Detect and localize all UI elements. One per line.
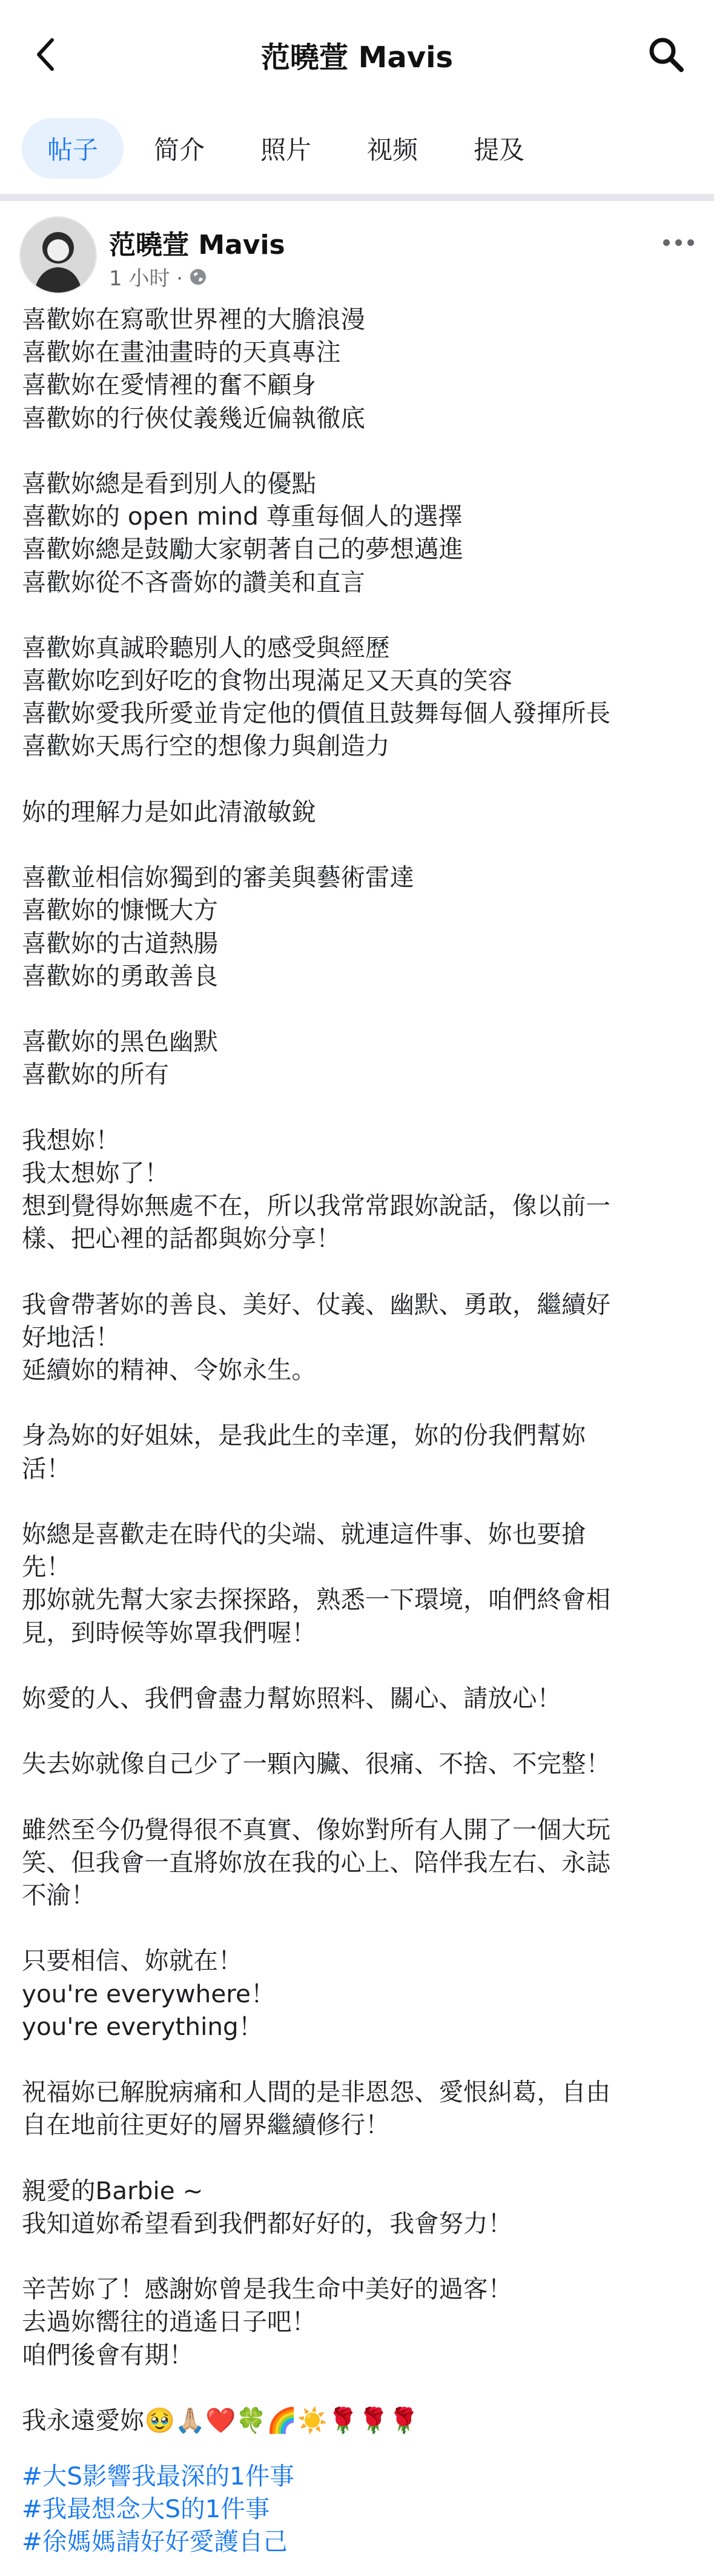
more-dot-icon bbox=[675, 239, 682, 246]
post-line: 喜歡妳在寫歌世界裡的大膽浪漫 bbox=[22, 305, 365, 334]
post-line: 樣、把心裡的話都與妳分享！ bbox=[22, 1224, 341, 1253]
post-line: 喜歡妳愛我所愛並肯定他的價值且鼓舞每個人發揮所長 bbox=[22, 699, 610, 728]
post-paragraph bbox=[22, 861, 694, 992]
post-paragraph bbox=[22, 2272, 694, 2371]
post-line: 我會帶著妳的善良、美好、仗義、幽默、勇敢，繼續好 bbox=[22, 1289, 610, 1319]
post-line: 咱們後會有期！ bbox=[22, 2340, 194, 2369]
post-line: 我知道妳希望看到我們都好好的，我會努力！ bbox=[22, 2208, 512, 2238]
post-time[interactable]: 1 小时 · bbox=[109, 267, 183, 291]
tab-posts[interactable]: 帖子 bbox=[22, 118, 124, 179]
post-paragraph bbox=[22, 1288, 694, 1387]
search-icon bbox=[647, 36, 685, 73]
page-title: 范曉萱 Mavis bbox=[260, 40, 454, 75]
post-paragraph bbox=[22, 631, 694, 763]
post-line: 自在地前往更好的層界繼續修行！ bbox=[22, 2110, 390, 2140]
post-line: 喜歡妳從不吝嗇妳的讚美和直言 bbox=[22, 567, 365, 597]
more-dot-icon bbox=[663, 239, 670, 246]
back-button[interactable] bbox=[24, 27, 67, 82]
post-line: 喜歡並相信妳獨到的審美與藝術雷達 bbox=[22, 863, 414, 892]
post-line: 延續妳的精神、令妳永生。 bbox=[22, 1355, 316, 1384]
hashtag-link[interactable]: #我最想念大S的1件事 bbox=[22, 2494, 270, 2524]
post-line: 身為妳的好姐妹，是我此生的幸運，妳的份我們幫妳 bbox=[22, 1421, 586, 1450]
post-paragraph bbox=[22, 1682, 694, 1715]
post-header bbox=[0, 206, 714, 303]
search-button[interactable] bbox=[639, 27, 693, 82]
chevron-left-icon bbox=[35, 36, 56, 73]
post-paragraph bbox=[22, 1747, 694, 1780]
post-author[interactable]: 范曉萱 Mavis bbox=[109, 230, 285, 261]
post-line: 妳的理解力是如此清澈敏銳 bbox=[22, 797, 316, 826]
tab-photos[interactable]: 照片 bbox=[260, 135, 312, 165]
hashtag-link[interactable]: #大S影響我最深的1件事 bbox=[22, 2461, 294, 2491]
post-line: 妳愛的人、我們會盡力幫妳照料、關心、請放心！ bbox=[22, 1683, 561, 1713]
post-line: 喜歡妳的行俠仗義幾近偏執徹底 bbox=[22, 403, 365, 433]
post-line: 祝福妳已解脫病痛和人間的是非恩怨、愛恨糾葛，自由 bbox=[22, 2077, 610, 2107]
profile-tabs bbox=[0, 109, 714, 188]
post-line: 好地活！ bbox=[22, 1322, 120, 1352]
hashtag-link[interactable]: #徐媽媽請好好愛護自己 bbox=[22, 2527, 288, 2557]
post-paragraph bbox=[22, 795, 694, 828]
post-text bbox=[22, 303, 694, 2437]
tab-mentions[interactable]: 提及 bbox=[474, 135, 525, 165]
post-line: 喜歡妳真誠聆聽別人的感受與經歷 bbox=[22, 632, 390, 662]
post-line: 雖然至今仍覺得很不真實、像妳對所有人開了一個大玩 bbox=[22, 1814, 610, 1844]
post-line: 笑、但我會一直將妳放在我的心上、陪伴我左右、永誌 bbox=[22, 1847, 610, 1877]
tab-about[interactable]: 简介 bbox=[154, 135, 205, 165]
post-paragraph bbox=[22, 1813, 694, 1912]
top-app-bar bbox=[0, 0, 714, 109]
post-paragraph bbox=[22, 467, 694, 599]
post-line: 想到覺得妳無處不在，所以我常常跟妳說話，像以前一 bbox=[22, 1191, 610, 1221]
post-paragraph bbox=[22, 2174, 694, 2240]
post-line: 不渝！ bbox=[22, 1881, 96, 1910]
post-line: 喜歡妳的勇敢善良 bbox=[22, 961, 218, 991]
post-paragraph bbox=[22, 1025, 694, 1090]
post-line: 只要相信、妳就在！ bbox=[22, 1946, 243, 1976]
post-line: 喜歡妳吃到好吃的食物出現滿足又天真的笑容 bbox=[22, 666, 512, 695]
more-dot-icon bbox=[687, 239, 694, 246]
globe-icon bbox=[189, 268, 207, 286]
post-line: 妳總是喜歡走在時代的尖端、就連這件事、妳也要搶 bbox=[22, 1519, 586, 1549]
post-line: 喜歡妳在畫油畫時的天真專注 bbox=[22, 337, 341, 367]
post-meta bbox=[109, 262, 207, 291]
post-line: 喜歡妳總是鼓勵大家朝著自己的夢想邁進 bbox=[22, 534, 463, 564]
post-line: 喜歡妳總是看到別人的優點 bbox=[22, 468, 316, 498]
post-line: 喜歡妳在愛情裡的奮不顧身 bbox=[22, 370, 316, 400]
post-line: 我太想妳了！ bbox=[22, 1158, 169, 1187]
post-paragraph bbox=[22, 303, 694, 434]
post-paragraph bbox=[22, 1124, 694, 1255]
post-line: 失去妳就像自己少了一顆內臟、很痛、不捨、不完整！ bbox=[22, 1749, 610, 1779]
section-divider bbox=[0, 194, 714, 201]
post-line: 喜歡妳的古道熱腸 bbox=[22, 928, 218, 958]
post-line: 活！ bbox=[22, 1453, 71, 1483]
post-line: 那妳就先幫大家去探探路，熟悉一下環境，咱們終會相 bbox=[22, 1585, 610, 1615]
post-paragraph bbox=[22, 2404, 694, 2437]
avatar-image bbox=[21, 217, 96, 293]
post-line: 喜歡妳的黑色幽默 bbox=[22, 1027, 218, 1057]
post-line: 去過妳嚮往的逍遙日子吧！ bbox=[22, 2307, 316, 2337]
post-line: 先！ bbox=[22, 1552, 71, 1582]
post-line: 親愛的Barbie ~ bbox=[22, 2176, 203, 2205]
post-paragraph bbox=[22, 1518, 694, 1649]
post-line: you're everywhere！ bbox=[22, 1979, 276, 2008]
tab-videos[interactable]: 视频 bbox=[367, 135, 418, 165]
post-line: 我想妳！ bbox=[22, 1125, 120, 1155]
post-line: 喜歡妳的所有 bbox=[22, 1060, 169, 1089]
post-paragraph bbox=[22, 1419, 694, 1484]
post-line: 我永遠愛妳🥹🙏🏼❤️🍀🌈☀️🌹🌹🌹 bbox=[22, 2406, 420, 2435]
post-line: you're everything！ bbox=[22, 2011, 263, 2041]
more-options-button[interactable] bbox=[654, 224, 702, 261]
post-line: 喜歡妳的 open mind 尊重每個人的選擇 bbox=[22, 502, 463, 531]
post-line: 辛苦妳了！感謝妳曾是我生命中美好的過客！ bbox=[22, 2274, 512, 2304]
post-line: 喜歡妳天馬行空的想像力與創造力 bbox=[22, 731, 390, 761]
post-hashtags bbox=[22, 2460, 694, 2558]
post-line: 喜歡妳的慷慨大方 bbox=[22, 895, 218, 925]
post-paragraph bbox=[22, 2076, 694, 2141]
post-paragraph bbox=[22, 1944, 694, 2043]
avatar[interactable] bbox=[19, 216, 97, 294]
post-line: 見，到時候等妳罩我們喔！ bbox=[22, 1618, 316, 1647]
